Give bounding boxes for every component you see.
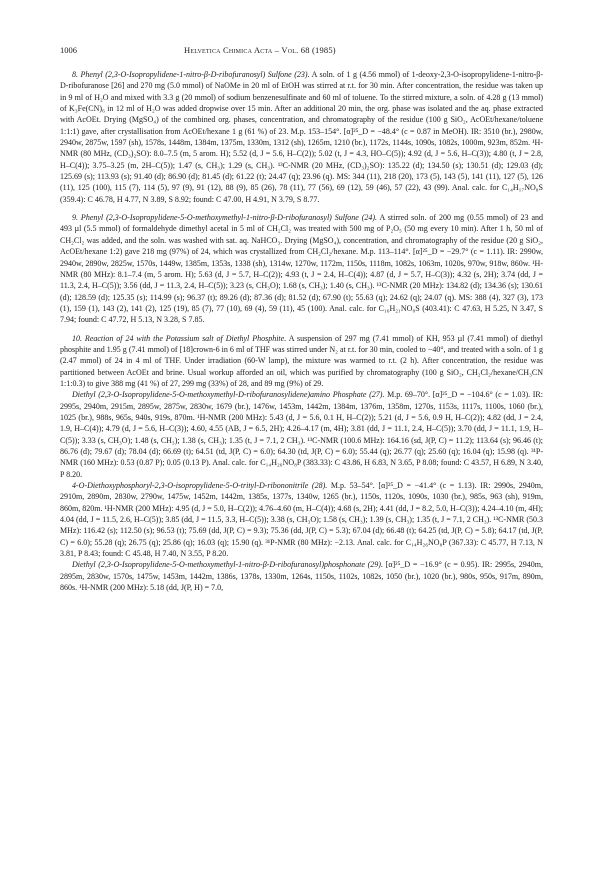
article-body [60,69,543,869]
compound-27-text: M.p. 69–70°. [α]²⁵_D = −104.6° (c = 1.03). IR: 2995s, 2940m, 2915m, 2895w, 2875w, 2830w, 1679 (br.), 1476w, 1453m, 1442m, 1384m, 1376m, 1358m, 1270s, 1153s, 1117s, 1100s, 1060 (br.), 1025 (br.), 988s, 965s, 940s, 919s, 870m. ¹H-NMR (200 MHz): 5.43 (d, J = 5.6, 0.1 H, H–C(2)); 5.21 (d, J = 5.6, 0.9 H, H–C(2)); 4.82 (dd, J = 2.4, 1.9, H–C(4)); 4.79 (d, J = 5.6, H–C(3)); 4.60, 4.55 (AB, J = 6.5, 2H); 4.26–4.17 (m, 4H); 3.81 (dd, J = 11.1, 2.4, H–C(5)); 3.70 (dd, J = 11.1, 1.9, H–C(5)); 3.33 (s, CH₃O); 1.48 (s, CH₃); 1.38 (s, CH₃); 1.35 (t, J = 7.1, 2 CH₃). ¹³C-NMR (100.6 MHz): 164.16 (sd, J(P, C) = 11.2); 113.64 (s); 96.46 (t); 86.76 (d); 79.67 (d); 78.04 (d); 66.69 (t); 64.51 (td, J(P, C) = 6.0); 64.30 (td, J(P, C) = 6.0); 55.44 (q); 26.77 (q); 25.60 (q); 16.04 (q); 15.98 (q). ³¹P-NMR (160 MHz): 0.53 (0.87 P); 0.05 (0.13 P). Anal. calc. for C₁₄H₂₆NO₈P (383.33): C 43.86, H 6.83, N 3.65, P 8.08; found: C 43.57, H 6.89, N 3.40, P 8.20. [60,390,543,479]
compound-28-heading: 4-O-Diethoxyphosphoryl-2,3-O-isopropylidene-5-O-trityl-D-ribononitrile (28). [72,481,328,491]
section-9-text: A stirred soln. of 200 mg (0.55 mmol) of 23 and 493 µl (5.5 mmol) of formaldehyde dimethyl acetal in 5 ml of CH₂Cl₂ was treated with 500 mg of P₂O₅ (50 mg every 10 min). After 1 h, 50 ml of CH₂Cl₂ was added, and the soln. was washed with sat. aq. NaHCO₃. Drying (MgSO₄), concentration, and chromatography of the residue (20 g SiO₂, AcOEt/hexane 1:2) gave 218 mg (97%) of 24, which was crystallized from CH₂Cl₂/hexane. M.p. 113–114°. [α]²⁵_D = −29.7° (c = 1.11). IR: 2990w, 2940w, 2890w, 2825w, 1570s, 1449w, 1385m, 1353s, 1338 (sh), 1314w, 1270w, 1172m, 1150s, 1118m, 1082s, 1063m, 1020s, 970w, 918w, 860w. ¹H-NMR (80 MHz): 8.1–7.4 (m, 5 arom. H); 5.63 (d, J = 5.7, H–C(2)); 4.93 (t, J = 2.4, H–C(4)); 4.87 (d, J = 5.7, H–C(3)); 4.32 (s, 2H); 3.74 (dd, J = 11.3, 2.4, H–C(5)); 3.56 (dd, J = 11.3, 2.4, H–C(5)); 3.23 (s, CH₃O); 1.68 (s, CH₃); 1.40 (s, CH₃). ¹³C-NMR (20 MHz): 134.82 (d); 134.36 (s); 130.61 (d); 128.59 (d); 125.35 (s); 114.99 (s); 96.37 (t); 89.26 (d); 87.36 (d); 81.52 (d); 67.90 (t); 55.63 (q); 24.62 (q); 24.07 (q). MS: 388 (4), 327 (3), 173 (1), 159 (1), 143 (2), 141 (2), 125 (19), 85 (7), 77 (10), 69 (4), 59 (11), 45 (100). Anal. calc. for C₁₆H₂₁NO₈S (403.41): C 47.63, H 5.25, N 3.47, S 7.94; found: C 47.72, H 5.13, N 3.28, S 7.85. [60,213,543,325]
section-9-paragraph [60,212,543,325]
journal-title: Helvetica Chimica Acta – Vol. 68 (1985) [184,45,336,55]
compound-27-paragraph [60,389,543,480]
section-8-heading: 8. Phenyl (2,3-O-Isopropylidene-1-nitro-β-D-ribofuranosyl) Sulfone (23). [72,70,310,79]
compound-29-paragraph [60,559,543,593]
running-header [60,45,543,59]
section-9-heading: 9. Phenyl (2,3-O-Isopropylidene-5-O-methoxymethyl-1-nitro-β-D-ribofuranosyl) Sulfone (24). [72,213,378,223]
section-10-paragraph [60,333,543,390]
compound-29-text: [α]²⁵_D = −16.9° (c = 0.95). IR: 2995s, 2940m, 2895m, 2830w, 1570s, 1475w, 1453m, 1442m, 1386s, 1378s, 1330m, 1264s, 1150s, 1102s, 1082s, 1050 (br.), 1020 (br.), 980s, 950s, 917m, 890m, 860s. ¹H-NMR (200 MHz): 5.18 (dd, J(P, H) = 7.0, [60,560,543,593]
section-10-heading: 10. Reaction of 24 with the Potassium salt of Diethyl Phosphite. [72,333,287,343]
section-8-text: A soln. of 1 g (4.56 mmol) of 1-deoxy-2,3-O-isopropylidene-1-nitro-β-D-ribofuranose [26] and 270 mg (5.0 mmol) of NaOMe in 20 ml of EtOH was stirred at r.t. for 30 min. After concentration, the residue was taken up in 9 ml of H₂O and mixed with 3.3 g (20 mmol) of sodium benzenesulfinate and 60 ml of toluene. To the stirred mixture, a soln. of 4.28 g (13 mmol) of K₃Fe(CN)₆ in 12 ml of H₂O was added dropwise over 15 min. After an additional 20 min, the org. phase was isolated and the aq. phase extracted with AcOEt. Drying (MgSO₄) of the combined org. phases, concentration, and chromatography of the residue (100 g SiO₂, AcOEt/hexane/toluene 1:1:1) gave, after crystallisation from AcOEt/hexane 1 g (61 %) of 23. M.p. 153–154°. [α]²⁵_D = −48.4° (c = 0.87 in MeOH). IR: 3510 (br.), 2980w, 2940w, 2875w, 1597 (sh), 1578s, 1448m, 1384m, 1375m, 1330m, 1312 (sh), 1265m, 1210 (br.), 1172s, 1144s, 1090s, 1082s, 1000m, 923m, 852m. ¹H-NMR (80 MHz, (CD₃)₂SO): 8.0–7.5 (m, 5 arom. H); 5.52 (d, J = 5.6, H–C(2)); 5.02 (t, J = 4.3, HO–C(5)); 4.92 (d, J = 5.6, H–C(3)); 4.80 (t, J = 2.8, H–C(4)); 3.75–3.25 (m, 2H–C(5)); 1.47 (s, CH₃); 1.29 (s, CH₃). ¹³C-NMR (20 MHz, (CD₃)₂SO): 135.22 (d); 134.50 (s); 130.51 (d); 129.03 (d); 125.69 (s); 113.93 (s); 91.40 (d); 86.90 (d); 81.45 (d); 61.22 (t); 24.47 (q); 23.96 (q). MS: 344 (11), 218 (20), 173 (5), 143 (5), 141 (11), 127 (5), 126 (11), 125 (100), 115 (7), 114 (5), 97 (9), 91 (12), 88 (9), 85 (26), 78 (11), 77 (56), 69 (12), 59 (46), 57 (22), 43 (99). Anal. calc. for C₁₄H₁₇NO₈S (359.4): C 46.78, H 4.77, N 3.89, S 8.92; found: C 47.00, H 4.91, N 3.79, S 8.77. [60,70,543,204]
compound-28-paragraph [60,480,543,559]
compound-28-text: M.p. 53–54°. [α]²⁵_D = −41.4° (c = 1.13). IR: 2990s, 2940m, 2910m, 2890m, 2830w, 2790w, 1475w, 1452m, 1442m, 1385s, 1377s, 1340w, 1265 (br.), 1150s, 1120s, 1090s, 1030 (br.), 985s, 963 (sh), 919m, 860m, 820m. ¹H-NMR (200 MHz): 4.95 (d, J = 5.0, H–C(2)); 4.76–4.60 (m, H–C(4)); 4.68 (s, 2H); 4.41 (dd, J = 8.2, 5.0, H–C(3)); 4.24–4.10 (m, 4H); 4.04 (dd, J = 11.5, 2.6, H–C(5)); 3.85 (dd, J = 11.5, 3.3, H–C(5)); 3.38 (s, CH₃O); 1.58 (s, CH₃); 1.39 (s, CH₃); 1.35 (t, J = 7.1, 2 CH₃). ¹³C-NMR (50.3 MHz): 116.42 (s); 112.50 (s); 96.53 (t); 75.69 (dd, J(P, C) = 9.3); 75.36 (dd, J(P, C) = 5.3); 67.04 (d); 66.48 (t); 64.25 (td, J(P, C) = 5.8); 64.17 (td, J(P, C) = 6.0); 55.28 (q); 26.75 (q); 25.86 (q); 16.03 (q); 15.90 (q). ³¹P-NMR (80 MHz): −2.13. Anal. calc. for C₁₄H₂₆NO₈P (367.33): C 45.77, H 7.13, N 3.81, P 8.43; found: C 45.48, H 7.40, N 3.55, P 8.20. [60,481,543,559]
compound-27-heading: Diethyl (2,3-O-Isopropylidene-5-O-methoxymethyl-D-ribofuranosylidene)amino Phosphate (27). [72,390,385,400]
section-10-text: A suspension of 297 mg (7.41 mmol) of KH, 953 µl (7.41 mmol) of diethyl phosphite and 1.95 g (7.41 mmol) of [18]crown-6 in 6 ml of THF was stirred under N₂ at r.t. for 30 min, cooled to −40°, and treated with a soln. of 1 g (2.47 mmol) of 24 in 4 ml of THF. Under irradiation (60-W lamp), the mixture was warmed to r.t. (2 h). After concentration, the residue was partitioned between AcOEt and brine. Usual workup afforded an oil, which was purified by chromatography (100 g SiO₂, CH₂Cl₂/hexane/CH₃CN 1:1:0.3) to give 388 mg (41 %) of 27, 299 mg (33%) of 28, and 89 mg (9%) of 29. [60,333,543,388]
compound-29-heading: Diethyl (2,3-O-Isopropylidene-5-O-methoxymethyl-1-nitro-β-D-ribofuranosyl)phosphonate (29). [72,560,383,570]
page-number: 1006 [60,45,77,55]
section-8-paragraph [60,69,543,205]
